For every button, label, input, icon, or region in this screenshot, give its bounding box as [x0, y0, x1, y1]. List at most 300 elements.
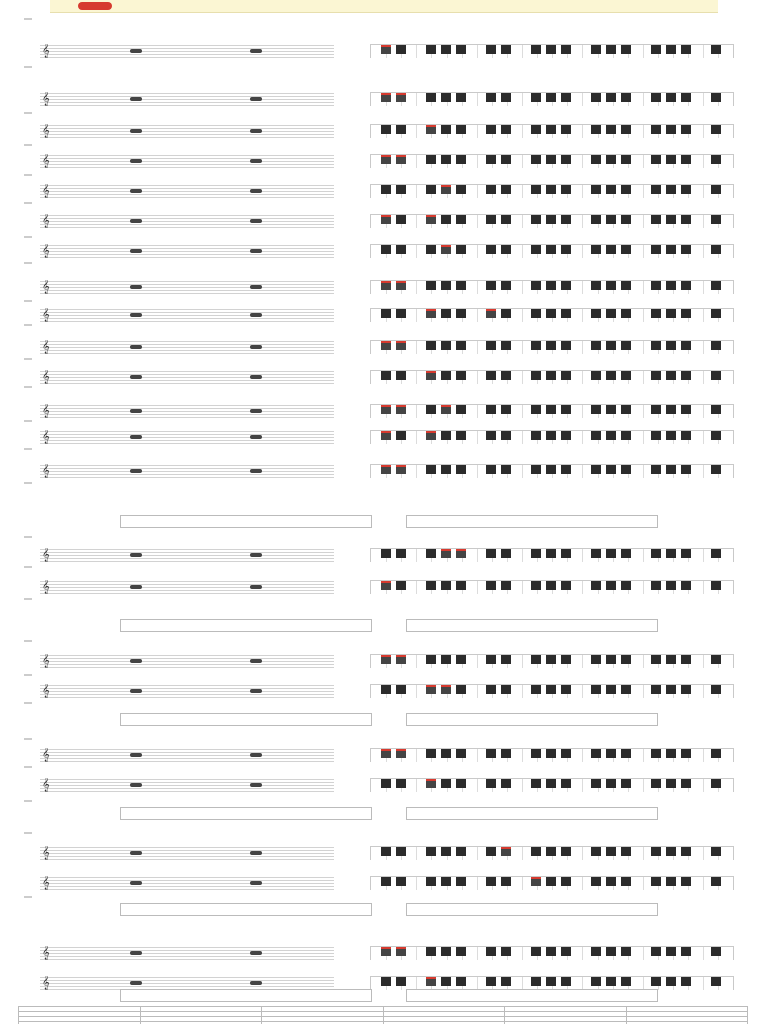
piano-keyboard[interactable]	[370, 44, 734, 58]
black-key[interactable]	[546, 309, 556, 318]
black-key[interactable]	[546, 185, 556, 194]
black-key[interactable]	[486, 655, 496, 664]
black-key[interactable]	[546, 749, 556, 758]
black-key[interactable]	[531, 405, 541, 414]
black-key[interactable]	[591, 549, 601, 558]
black-key[interactable]	[486, 977, 496, 986]
black-key[interactable]	[681, 685, 691, 694]
black-key[interactable]	[606, 125, 616, 134]
black-key[interactable]	[396, 977, 406, 986]
black-key[interactable]	[501, 45, 511, 54]
black-key[interactable]	[396, 877, 406, 886]
black-key[interactable]	[666, 549, 676, 558]
black-key[interactable]	[681, 371, 691, 380]
black-key[interactable]	[621, 309, 631, 318]
black-key[interactable]	[591, 309, 601, 318]
black-key[interactable]	[621, 877, 631, 886]
black-key[interactable]	[396, 371, 406, 380]
black-key[interactable]	[621, 465, 631, 474]
black-key[interactable]	[711, 341, 721, 350]
black-key[interactable]	[711, 309, 721, 318]
black-key[interactable]	[606, 581, 616, 590]
black-key[interactable]	[546, 685, 556, 694]
piano-keyboard[interactable]	[370, 778, 734, 792]
black-key[interactable]	[561, 947, 571, 956]
black-key[interactable]	[561, 779, 571, 788]
black-key[interactable]	[591, 947, 601, 956]
black-key[interactable]	[486, 93, 496, 102]
black-key[interactable]	[486, 155, 496, 164]
black-key[interactable]	[591, 977, 601, 986]
black-key[interactable]	[396, 581, 406, 590]
black-key[interactable]	[666, 405, 676, 414]
black-key[interactable]	[531, 281, 541, 290]
black-key[interactable]	[651, 947, 661, 956]
black-key[interactable]	[441, 847, 451, 856]
black-key[interactable]	[426, 581, 436, 590]
piano-keyboard[interactable]	[370, 464, 734, 478]
black-key[interactable]	[681, 581, 691, 590]
black-key[interactable]	[486, 465, 496, 474]
black-key[interactable]	[381, 309, 391, 318]
black-key[interactable]	[501, 465, 511, 474]
black-key[interactable]	[591, 655, 601, 664]
piano-keyboard[interactable]	[370, 654, 734, 668]
black-key[interactable]	[621, 581, 631, 590]
black-key[interactable]	[456, 877, 466, 886]
black-key[interactable]	[456, 977, 466, 986]
black-key[interactable]	[666, 215, 676, 224]
black-key[interactable]	[441, 685, 451, 694]
black-key[interactable]	[486, 549, 496, 558]
black-key[interactable]	[711, 125, 721, 134]
black-key[interactable]	[681, 155, 691, 164]
black-key[interactable]	[501, 685, 511, 694]
black-key[interactable]	[651, 125, 661, 134]
piano-keyboard[interactable]	[370, 124, 734, 138]
black-key[interactable]	[681, 847, 691, 856]
black-key[interactable]	[621, 125, 631, 134]
black-key[interactable]	[666, 877, 676, 886]
black-key[interactable]	[396, 125, 406, 134]
black-key[interactable]	[666, 655, 676, 664]
black-key[interactable]	[381, 341, 391, 350]
black-key[interactable]	[621, 45, 631, 54]
black-key[interactable]	[621, 155, 631, 164]
black-key[interactable]	[606, 947, 616, 956]
black-key[interactable]	[621, 655, 631, 664]
black-key[interactable]	[441, 245, 451, 254]
black-key[interactable]	[606, 549, 616, 558]
black-key[interactable]	[561, 655, 571, 664]
black-key[interactable]	[591, 847, 601, 856]
black-key[interactable]	[681, 341, 691, 350]
black-key[interactable]	[456, 947, 466, 956]
black-key[interactable]	[606, 371, 616, 380]
black-key[interactable]	[711, 405, 721, 414]
black-key[interactable]	[651, 581, 661, 590]
black-key[interactable]	[426, 977, 436, 986]
black-key[interactable]	[711, 549, 721, 558]
black-key[interactable]	[426, 465, 436, 474]
black-key[interactable]	[501, 155, 511, 164]
black-key[interactable]	[396, 245, 406, 254]
black-key[interactable]	[381, 549, 391, 558]
black-key[interactable]	[396, 281, 406, 290]
black-key[interactable]	[531, 215, 541, 224]
black-key[interactable]	[621, 947, 631, 956]
black-key[interactable]	[681, 465, 691, 474]
black-key[interactable]	[666, 245, 676, 254]
black-key[interactable]	[426, 877, 436, 886]
black-key[interactable]	[546, 93, 556, 102]
black-key[interactable]	[426, 655, 436, 664]
black-key[interactable]	[711, 465, 721, 474]
black-key[interactable]	[456, 215, 466, 224]
piano-keyboard[interactable]	[370, 92, 734, 106]
black-key[interactable]	[381, 405, 391, 414]
black-key[interactable]	[546, 215, 556, 224]
black-key[interactable]	[486, 215, 496, 224]
black-key[interactable]	[606, 281, 616, 290]
black-key[interactable]	[591, 93, 601, 102]
black-key[interactable]	[561, 125, 571, 134]
black-key[interactable]	[561, 877, 571, 886]
black-key[interactable]	[666, 581, 676, 590]
black-key[interactable]	[381, 125, 391, 134]
black-key[interactable]	[381, 281, 391, 290]
black-key[interactable]	[561, 749, 571, 758]
black-key[interactable]	[441, 947, 451, 956]
black-key[interactable]	[666, 155, 676, 164]
black-key[interactable]	[666, 947, 676, 956]
black-key[interactable]	[456, 431, 466, 440]
black-key[interactable]	[546, 125, 556, 134]
black-key[interactable]	[621, 685, 631, 694]
black-key[interactable]	[426, 341, 436, 350]
piano-keyboard[interactable]	[370, 154, 734, 168]
black-key[interactable]	[591, 431, 601, 440]
black-key[interactable]	[711, 215, 721, 224]
black-key[interactable]	[501, 245, 511, 254]
black-key[interactable]	[441, 281, 451, 290]
black-key[interactable]	[441, 977, 451, 986]
black-key[interactable]	[591, 45, 601, 54]
black-key[interactable]	[546, 847, 556, 856]
black-key[interactable]	[546, 245, 556, 254]
black-key[interactable]	[531, 309, 541, 318]
black-key[interactable]	[621, 371, 631, 380]
black-key[interactable]	[486, 947, 496, 956]
black-key[interactable]	[711, 581, 721, 590]
black-key[interactable]	[666, 93, 676, 102]
black-key[interactable]	[486, 581, 496, 590]
black-key[interactable]	[711, 281, 721, 290]
black-key[interactable]	[606, 155, 616, 164]
black-key[interactable]	[396, 655, 406, 664]
black-key[interactable]	[426, 847, 436, 856]
black-key[interactable]	[711, 185, 721, 194]
black-key[interactable]	[486, 341, 496, 350]
black-key[interactable]	[546, 581, 556, 590]
black-key[interactable]	[426, 947, 436, 956]
black-key[interactable]	[441, 779, 451, 788]
black-key[interactable]	[606, 655, 616, 664]
black-key[interactable]	[396, 431, 406, 440]
black-key[interactable]	[441, 185, 451, 194]
black-key[interactable]	[456, 779, 466, 788]
black-key[interactable]	[381, 185, 391, 194]
black-key[interactable]	[396, 549, 406, 558]
black-key[interactable]	[606, 405, 616, 414]
black-key[interactable]	[456, 125, 466, 134]
black-key[interactable]	[441, 549, 451, 558]
black-key[interactable]	[486, 779, 496, 788]
black-key[interactable]	[441, 93, 451, 102]
black-key[interactable]	[681, 245, 691, 254]
black-key[interactable]	[456, 749, 466, 758]
black-key[interactable]	[381, 779, 391, 788]
black-key[interactable]	[426, 309, 436, 318]
piano-keyboard[interactable]	[370, 876, 734, 890]
black-key[interactable]	[606, 465, 616, 474]
black-key[interactable]	[486, 431, 496, 440]
black-key[interactable]	[591, 581, 601, 590]
black-key[interactable]	[531, 685, 541, 694]
black-key[interactable]	[426, 779, 436, 788]
black-key[interactable]	[396, 847, 406, 856]
black-key[interactable]	[651, 847, 661, 856]
black-key[interactable]	[711, 93, 721, 102]
black-key[interactable]	[606, 847, 616, 856]
black-key[interactable]	[711, 685, 721, 694]
black-key[interactable]	[561, 215, 571, 224]
black-key[interactable]	[561, 245, 571, 254]
black-key[interactable]	[606, 749, 616, 758]
black-key[interactable]	[531, 155, 541, 164]
black-key[interactable]	[606, 93, 616, 102]
black-key[interactable]	[681, 45, 691, 54]
black-key[interactable]	[651, 405, 661, 414]
black-key[interactable]	[531, 45, 541, 54]
black-key[interactable]	[666, 749, 676, 758]
black-key[interactable]	[591, 465, 601, 474]
black-key[interactable]	[606, 215, 616, 224]
black-key[interactable]	[501, 215, 511, 224]
black-key[interactable]	[381, 93, 391, 102]
black-key[interactable]	[501, 749, 511, 758]
black-key[interactable]	[651, 977, 661, 986]
piano-keyboard[interactable]	[370, 684, 734, 698]
black-key[interactable]	[441, 155, 451, 164]
black-key[interactable]	[501, 549, 511, 558]
piano-keyboard[interactable]	[370, 244, 734, 258]
black-key[interactable]	[441, 45, 451, 54]
black-key[interactable]	[711, 779, 721, 788]
black-key[interactable]	[426, 185, 436, 194]
black-key[interactable]	[621, 977, 631, 986]
black-key[interactable]	[606, 245, 616, 254]
black-key[interactable]	[501, 371, 511, 380]
black-key[interactable]	[381, 655, 391, 664]
black-key[interactable]	[546, 947, 556, 956]
black-key[interactable]	[621, 281, 631, 290]
black-key[interactable]	[681, 947, 691, 956]
black-key[interactable]	[441, 371, 451, 380]
black-key[interactable]	[426, 431, 436, 440]
black-key[interactable]	[426, 281, 436, 290]
black-key[interactable]	[531, 977, 541, 986]
black-key[interactable]	[561, 93, 571, 102]
black-key[interactable]	[396, 215, 406, 224]
black-key[interactable]	[426, 45, 436, 54]
black-key[interactable]	[681, 93, 691, 102]
black-key[interactable]	[396, 465, 406, 474]
piano-keyboard[interactable]	[370, 184, 734, 198]
black-key[interactable]	[396, 405, 406, 414]
black-key[interactable]	[381, 977, 391, 986]
black-key[interactable]	[621, 431, 631, 440]
black-key[interactable]	[456, 847, 466, 856]
piano-keyboard[interactable]	[370, 580, 734, 594]
black-key[interactable]	[681, 405, 691, 414]
black-key[interactable]	[501, 977, 511, 986]
black-key[interactable]	[621, 93, 631, 102]
black-key[interactable]	[621, 749, 631, 758]
black-key[interactable]	[546, 341, 556, 350]
black-key[interactable]	[591, 685, 601, 694]
black-key[interactable]	[486, 749, 496, 758]
black-key[interactable]	[621, 185, 631, 194]
black-key[interactable]	[456, 45, 466, 54]
black-key[interactable]	[396, 685, 406, 694]
black-key[interactable]	[456, 405, 466, 414]
black-key[interactable]	[486, 405, 496, 414]
black-key[interactable]	[591, 405, 601, 414]
black-key[interactable]	[561, 685, 571, 694]
black-key[interactable]	[651, 431, 661, 440]
black-key[interactable]	[546, 549, 556, 558]
black-key[interactable]	[711, 371, 721, 380]
black-key[interactable]	[621, 341, 631, 350]
black-key[interactable]	[396, 185, 406, 194]
black-key[interactable]	[666, 847, 676, 856]
black-key[interactable]	[651, 93, 661, 102]
black-key[interactable]	[651, 215, 661, 224]
black-key[interactable]	[531, 581, 541, 590]
black-key[interactable]	[426, 549, 436, 558]
black-key[interactable]	[681, 549, 691, 558]
black-key[interactable]	[606, 341, 616, 350]
black-key[interactable]	[381, 245, 391, 254]
black-key[interactable]	[606, 309, 616, 318]
black-key[interactable]	[681, 309, 691, 318]
black-key[interactable]	[591, 125, 601, 134]
black-key[interactable]	[546, 655, 556, 664]
black-key[interactable]	[546, 877, 556, 886]
piano-keyboard[interactable]	[370, 280, 734, 294]
black-key[interactable]	[591, 371, 601, 380]
piano-keyboard[interactable]	[370, 214, 734, 228]
black-key[interactable]	[681, 655, 691, 664]
black-key[interactable]	[591, 749, 601, 758]
black-key[interactable]	[441, 215, 451, 224]
black-key[interactable]	[381, 877, 391, 886]
black-key[interactable]	[666, 341, 676, 350]
black-key[interactable]	[621, 245, 631, 254]
piano-keyboard[interactable]	[370, 548, 734, 562]
black-key[interactable]	[381, 749, 391, 758]
black-key[interactable]	[591, 245, 601, 254]
black-key[interactable]	[651, 877, 661, 886]
black-key[interactable]	[711, 947, 721, 956]
black-key[interactable]	[501, 309, 511, 318]
black-key[interactable]	[531, 185, 541, 194]
black-key[interactable]	[456, 155, 466, 164]
black-key[interactable]	[666, 281, 676, 290]
black-key[interactable]	[681, 281, 691, 290]
black-key[interactable]	[546, 405, 556, 414]
black-key[interactable]	[501, 877, 511, 886]
black-key[interactable]	[381, 685, 391, 694]
black-key[interactable]	[426, 155, 436, 164]
black-key[interactable]	[441, 341, 451, 350]
black-key[interactable]	[381, 215, 391, 224]
black-key[interactable]	[426, 125, 436, 134]
black-key[interactable]	[651, 45, 661, 54]
black-key[interactable]	[501, 405, 511, 414]
black-key[interactable]	[456, 581, 466, 590]
black-key[interactable]	[591, 341, 601, 350]
black-key[interactable]	[666, 309, 676, 318]
black-key[interactable]	[441, 655, 451, 664]
black-key[interactable]	[396, 93, 406, 102]
piano-keyboard[interactable]	[370, 340, 734, 354]
black-key[interactable]	[456, 281, 466, 290]
black-key[interactable]	[456, 245, 466, 254]
black-key[interactable]	[486, 185, 496, 194]
black-key[interactable]	[486, 281, 496, 290]
black-key[interactable]	[501, 341, 511, 350]
black-key[interactable]	[606, 877, 616, 886]
black-key[interactable]	[546, 779, 556, 788]
black-key[interactable]	[591, 281, 601, 290]
black-key[interactable]	[381, 45, 391, 54]
black-key[interactable]	[441, 581, 451, 590]
black-key[interactable]	[591, 185, 601, 194]
black-key[interactable]	[651, 549, 661, 558]
black-key[interactable]	[651, 779, 661, 788]
black-key[interactable]	[531, 947, 541, 956]
piano-keyboard[interactable]	[370, 430, 734, 444]
black-key[interactable]	[666, 779, 676, 788]
black-key[interactable]	[561, 977, 571, 986]
black-key[interactable]	[501, 581, 511, 590]
black-key[interactable]	[681, 431, 691, 440]
black-key[interactable]	[426, 215, 436, 224]
black-key[interactable]	[486, 877, 496, 886]
black-key[interactable]	[591, 155, 601, 164]
black-key[interactable]	[621, 215, 631, 224]
black-key[interactable]	[396, 341, 406, 350]
black-key[interactable]	[531, 847, 541, 856]
black-key[interactable]	[381, 947, 391, 956]
black-key[interactable]	[666, 185, 676, 194]
black-key[interactable]	[456, 465, 466, 474]
piano-keyboard[interactable]	[370, 748, 734, 762]
black-key[interactable]	[546, 155, 556, 164]
black-key[interactable]	[666, 465, 676, 474]
